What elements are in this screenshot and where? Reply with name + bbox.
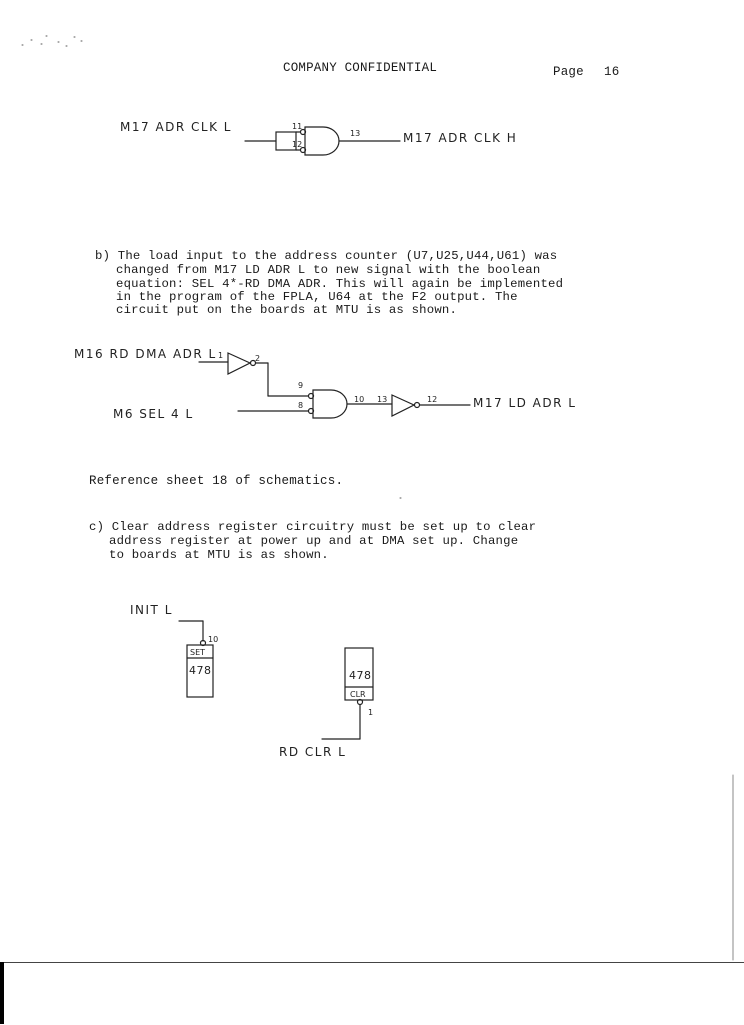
scan-bottom-edge	[0, 962, 744, 1025]
section-b-line-5: circuit put on the boards at MTU is as shown.	[116, 303, 458, 317]
chip-478-left: 478	[189, 664, 212, 677]
rd-clr-l-label: RD CLR L	[279, 745, 347, 759]
section-b-line-1: b) The load input to the address counter (U7,U25,U44,U61) was	[95, 249, 558, 263]
scan-speckles	[22, 36, 401, 498]
pin-12: 12	[292, 140, 303, 149]
gate-nand-1	[245, 127, 400, 155]
output-label-m17-adr-clk-h: M17 ADR CLK H	[403, 131, 518, 145]
circuit-ld-adr	[199, 353, 470, 418]
section-c-line-3: to boards at MTU is as shown.	[109, 548, 329, 562]
section-b-line-2: changed from M17 LD ADR L to new signal with the boolean	[116, 263, 541, 277]
section-b-line-3: equation: SEL 4*-RD DMA ADR. This will again be implemented	[116, 277, 564, 291]
chip-478-right: 478	[349, 669, 372, 682]
input-label-m16-rd-dma-adr-l: M16 RD DMA ADR L	[74, 347, 217, 361]
section-c-line-1: c) Clear address register circuitry must be set up to clear	[89, 520, 537, 534]
output-label-m17-ld-adr-l: M17 LD ADR L	[473, 396, 577, 410]
pin-2: 2	[255, 354, 261, 363]
section-b-line-4: in the program of the FPLA, U64 at the F2 output. The	[116, 290, 518, 304]
input-label-m17-adr-clk-l: M17 ADR CLK L	[120, 120, 232, 134]
set-label: SET	[190, 648, 206, 657]
pin-9: 9	[298, 381, 304, 390]
scan-left-stub	[0, 962, 4, 1024]
pin-8: 8	[298, 401, 304, 410]
pin-10: 10	[354, 395, 365, 404]
section-c-line-2: address register at power up and at DMA set up. Change	[109, 534, 519, 548]
pin-12: 12	[427, 395, 438, 404]
pin-11: 11	[292, 122, 303, 131]
init-l-label: INIT L	[130, 603, 173, 617]
reference-note: Reference sheet 18 of schematics.	[89, 474, 344, 488]
pin-1: 1	[368, 708, 374, 717]
circuit-clear-register	[179, 621, 373, 739]
input-label-m6-sel-4-l: M6 SEL 4 L	[113, 407, 194, 421]
clr-label: CLR	[350, 690, 366, 699]
pin-13: 13	[377, 395, 388, 404]
pin-13: 13	[350, 129, 361, 138]
pin-1: 1	[218, 351, 224, 360]
page-number: 16	[604, 65, 620, 79]
page-label: Page	[553, 65, 584, 79]
pin-10: 10	[208, 635, 219, 644]
document-title: COMPANY CONFIDENTIAL	[283, 61, 438, 75]
